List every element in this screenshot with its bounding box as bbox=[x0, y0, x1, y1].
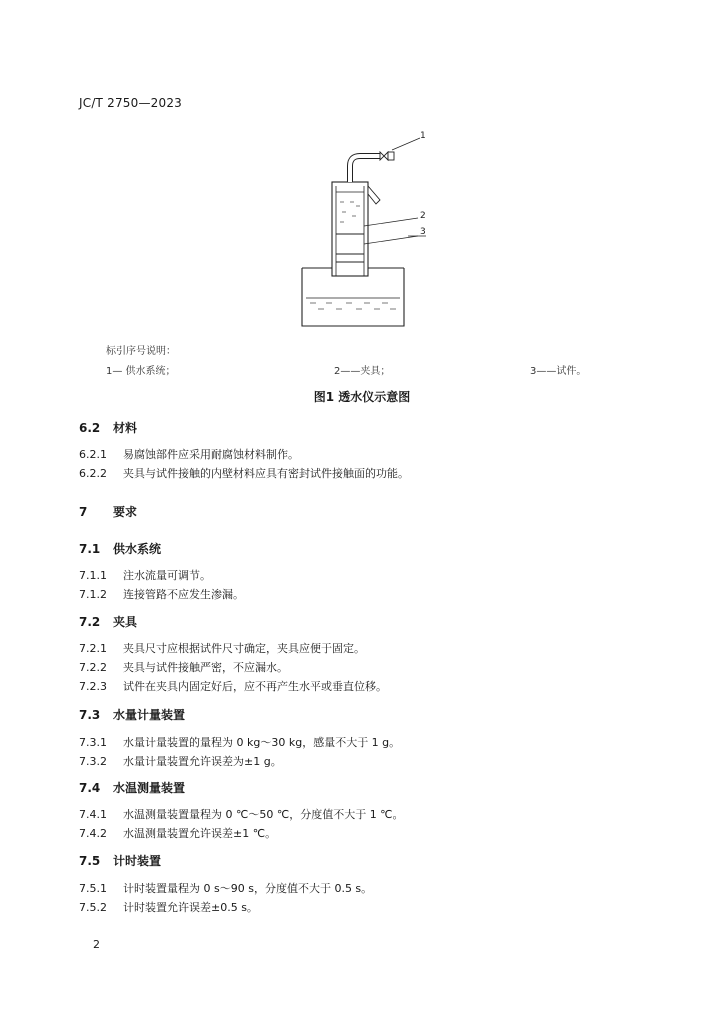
clause-7-4-1: 7.4.1 水温测量装置量程为 0 ℃～50 ℃，分度值不大于 1 ℃。 bbox=[79, 808, 404, 821]
callout-1: 1 bbox=[420, 131, 426, 141]
clause-7-2-1: 7.2.1 夹具尺寸应根据试件尺寸确定，夹具应便于固定。 bbox=[79, 642, 365, 655]
fixture bbox=[332, 182, 368, 276]
page-number: 2 bbox=[93, 938, 100, 951]
callout-2: 2 bbox=[420, 211, 426, 221]
figure-key-item-1: 1— 供水系统； bbox=[106, 366, 176, 377]
clause-7-4-2: 7.4.2 水温测量装置允许误差±1 ℃。 bbox=[79, 827, 277, 840]
section-heading-7-1: 7.1 供水系统 bbox=[79, 542, 162, 556]
figure-key-item-3: 3——试件。 bbox=[530, 366, 587, 377]
clause-7-5-2: 7.5.2 计时装置允许误差±0.5 s。 bbox=[79, 901, 258, 914]
section-heading-7-3: 7.3 水量计量装置 bbox=[79, 708, 186, 722]
section-heading-7-2: 7.2 夹具 bbox=[79, 615, 138, 629]
water-tank bbox=[302, 268, 404, 326]
clause-7-5-1: 7.5.1 计时装置量程为 0 s～90 s，分度值不大于 0.5 s。 bbox=[79, 882, 373, 895]
clause-7-2-2: 7.2.2 夹具与试件接触严密，不应漏水。 bbox=[79, 661, 288, 674]
document-code: JC/T 2750—2023 bbox=[79, 96, 182, 110]
figure-key-item-2: 2——夹具； bbox=[334, 366, 391, 377]
figure-key-title: 标引序号说明： bbox=[106, 346, 176, 357]
callout-3: 3 bbox=[420, 227, 426, 237]
clause-6-2-2: 6.2.2 夹具与试件接触的内壁材料应具有密封试件接触面的功能。 bbox=[79, 467, 409, 480]
section-heading-7-4: 7.4 水温测量装置 bbox=[79, 781, 186, 795]
section-heading-7-5: 7.5 计时装置 bbox=[79, 854, 162, 868]
section-heading-7: 7 要求 bbox=[79, 505, 138, 519]
clause-7-1-2: 7.1.2 连接管路不应发生渗漏。 bbox=[79, 588, 244, 601]
figure-caption: 图1 透水仪示意图 bbox=[313, 390, 411, 404]
permeameter-diagram bbox=[296, 126, 436, 336]
clause-7-2-3: 7.2.3 试件在夹具内固定好后，应不再产生水平或垂直位移。 bbox=[79, 680, 387, 693]
clause-7-3-1: 7.3.1 水量计量装置的量程为 0 kg～30 kg，感量不大于 1 g。 bbox=[79, 736, 401, 749]
clause-7-3-2: 7.3.2 水量计量装置允许误差为±1 g。 bbox=[79, 755, 282, 768]
overflow-spout bbox=[368, 186, 380, 204]
clause-6-2-1: 6.2.1 易腐蚀部件应采用耐腐蚀材料制作。 bbox=[79, 448, 299, 461]
clause-7-1-1: 7.1.1 注水流量可调节。 bbox=[79, 569, 211, 582]
water-supply-pipe bbox=[350, 152, 394, 182]
section-heading-6-2: 6.2 材料 bbox=[79, 421, 138, 435]
